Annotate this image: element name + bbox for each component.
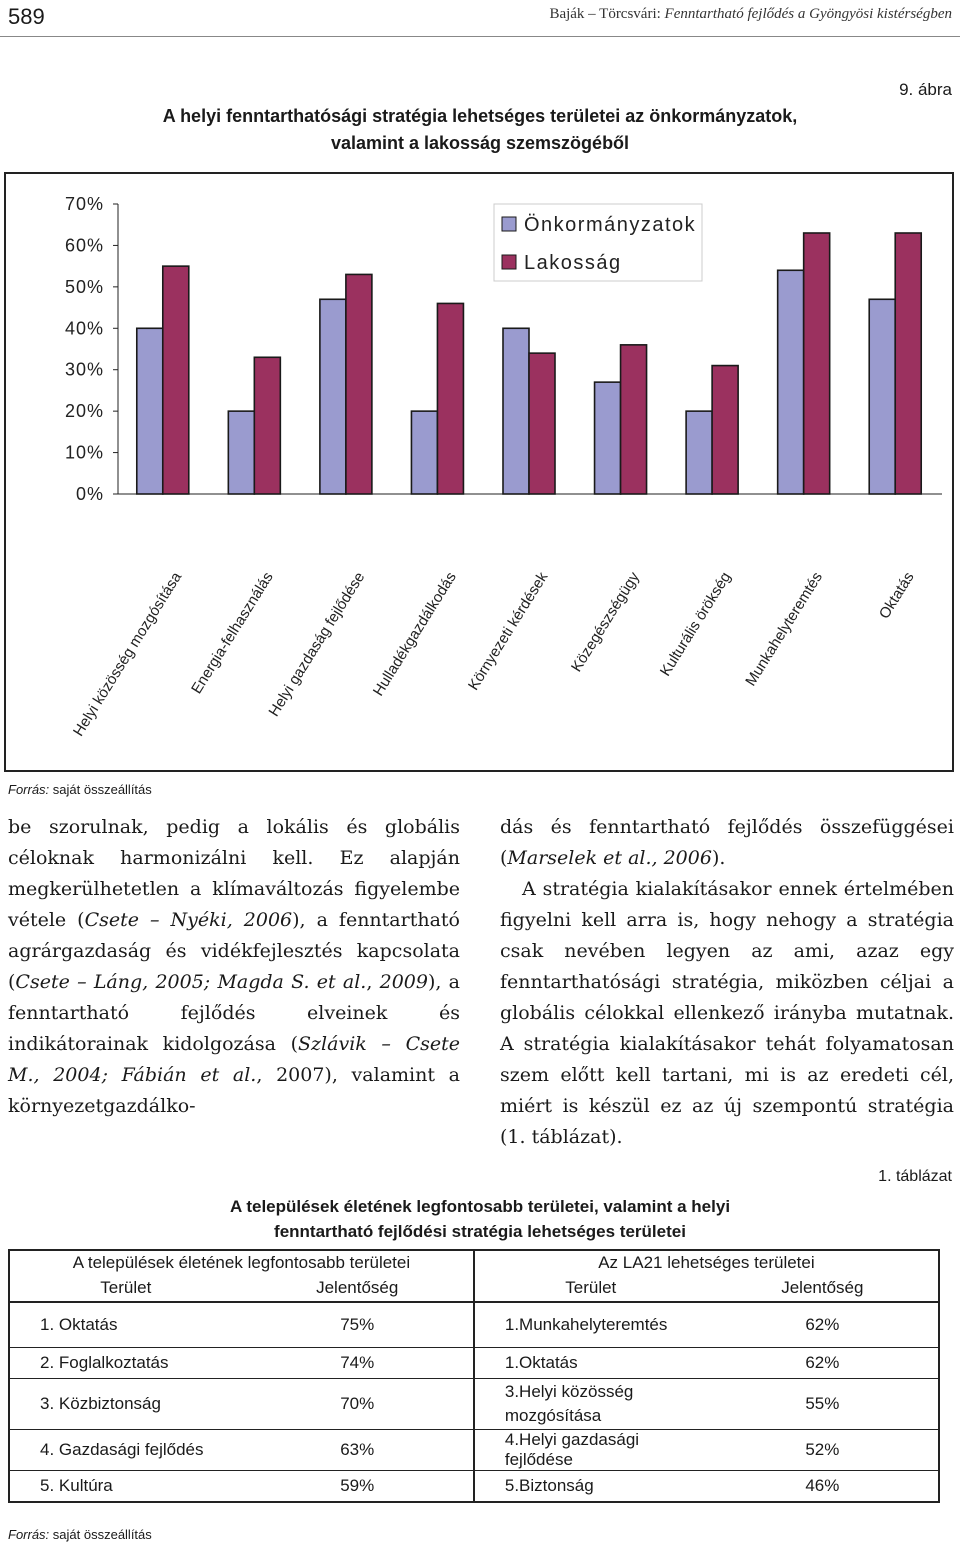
col-header-area-right: Terület bbox=[474, 1275, 707, 1302]
col-header-importance-right: Jelentőség bbox=[707, 1275, 939, 1302]
cell-importance-left: 74% bbox=[242, 1348, 474, 1379]
header-rule bbox=[0, 36, 960, 37]
bar-onkormanyzatok bbox=[411, 411, 437, 494]
body-left-paragraph bbox=[8, 812, 460, 1122]
cell-area-right: 4.Helyi gazdasági fejlődése bbox=[474, 1430, 707, 1471]
body-left-segment: ), a fenntartható agrárgazdaság és vidékfejlesztés kapcsolata ( bbox=[8, 909, 460, 993]
bar-onkormanyzatok bbox=[686, 411, 712, 494]
bar-onkormanyzatok bbox=[503, 328, 529, 494]
cell-area-right: 1.Oktatás bbox=[474, 1348, 707, 1379]
bar-onkormanyzatok bbox=[869, 299, 895, 494]
bar-onkormanyzatok bbox=[320, 299, 346, 494]
x-category-label: Munkahelyteremtés bbox=[742, 569, 827, 690]
body-right-paragraph-1 bbox=[500, 812, 954, 874]
body-left-segment: be szorulnak, pedig a lokális és globális céloknak harmonizálni kell. Ez alapján megkerülhetetlen a klímaváltozás figyelembe vétele ( bbox=[8, 816, 460, 931]
body-right-segment: Marselek et al., 2006 bbox=[507, 847, 712, 869]
page-number: 589 bbox=[8, 4, 45, 29]
figure-source-text: saját összeállítás bbox=[49, 782, 152, 797]
cell-area-left: 5. Kultúra bbox=[9, 1471, 242, 1503]
cell-importance-left: 63% bbox=[242, 1430, 474, 1471]
bar-lakossag bbox=[437, 303, 463, 494]
body-left-segment: 2009 bbox=[379, 971, 428, 993]
group-header-right: Az LA21 lehetséges területei bbox=[474, 1250, 939, 1275]
x-category-label: Kulturális örökség bbox=[656, 569, 735, 680]
bar-lakossag bbox=[346, 274, 372, 494]
y-tick-label: 20% bbox=[64, 401, 104, 422]
table-column-header bbox=[9, 1275, 939, 1302]
body-left-segment: , 2007), valamint a környezetgazdálko- bbox=[8, 1064, 460, 1117]
body-left-segment: Csete – Láng, 2005; Magda S. et al. bbox=[15, 971, 367, 993]
cell-importance-left: 75% bbox=[242, 1302, 474, 1348]
x-category-label: Közegészségügy bbox=[567, 569, 643, 676]
table-row bbox=[9, 1302, 939, 1348]
cell-importance-right: 52% bbox=[707, 1430, 939, 1471]
chart-frame bbox=[4, 172, 954, 772]
table-title-line2: fenntartható fejlődési stratégia lehetséges területei bbox=[274, 1222, 686, 1241]
body-right-segment: ). bbox=[711, 847, 726, 869]
y-tick-label: 50% bbox=[64, 276, 104, 297]
table-title bbox=[120, 1194, 840, 1244]
comparison-table bbox=[8, 1249, 940, 1503]
bar-lakossag bbox=[529, 353, 555, 494]
group-header-left: A települések életének legfontosabb területei bbox=[9, 1250, 474, 1275]
table-label: 1. táblázat bbox=[878, 1168, 952, 1185]
body-left-segment: ), a fenntartható fejlődés elveinek és indikátorainak kidolgozása ( bbox=[8, 971, 460, 1055]
figure-label: 9. ábra bbox=[899, 80, 952, 99]
running-authors: Baják – Törcsvári: bbox=[549, 6, 665, 22]
legend-swatch bbox=[502, 217, 516, 231]
bar-onkormanyzatok bbox=[778, 270, 804, 494]
body-left-segment: Csete – Nyéki, 2006 bbox=[84, 909, 293, 931]
cell-area-left: 4. Gazdasági fejlődés bbox=[9, 1430, 242, 1471]
body-left-segment: Szlávik – Csete M., 2004; Fábián et al. bbox=[8, 1033, 460, 1086]
x-category-label: Környezeti kérdések bbox=[464, 569, 552, 694]
cell-area-left: 1. Oktatás bbox=[9, 1302, 242, 1348]
x-category-label: Helyi gazdaság fejlődése bbox=[265, 569, 369, 720]
cell-importance-left: 59% bbox=[242, 1471, 474, 1503]
table-source-prefix: Forrás: bbox=[8, 1527, 50, 1542]
table-row bbox=[9, 1430, 939, 1471]
y-tick-label: 40% bbox=[64, 318, 104, 339]
figure-source bbox=[8, 782, 152, 797]
x-category-label: Oktatás bbox=[875, 569, 918, 622]
body-right-segment: dás és fenntartható fejlődés összefüggései ( bbox=[500, 816, 954, 869]
y-tick-label: 30% bbox=[64, 359, 104, 380]
table-row bbox=[9, 1379, 939, 1430]
bar-onkormanyzatok bbox=[228, 411, 254, 494]
body-right-column bbox=[500, 812, 954, 1153]
figure-source-prefix: Forrás: bbox=[8, 782, 50, 797]
cell-importance-right: 55% bbox=[707, 1379, 939, 1430]
col-header-importance-left: Jelentőség bbox=[242, 1275, 474, 1302]
body-left-column bbox=[8, 812, 460, 1122]
y-tick-label: 70% bbox=[64, 194, 104, 214]
body-right-paragraph-2: A stratégia kialakításakor ennek értelmében figyelni kell arra is, hogy nehogy a stratégia csak nevében legyen az ami, azaz egy fenntarthatósági stratégia, miközben céljai a globális célokkal ellenkező irányba mutatnak. A stratégia kialakításakor tehát folyamatosan szem előtt kell tartani, mi is az eredeti cél, miért is készül ez az új szempontú stratégia (1. táblázat). bbox=[500, 878, 954, 1148]
figure-title bbox=[50, 103, 910, 157]
cell-area-left: 3. Közbiztonság bbox=[9, 1379, 242, 1430]
table-source bbox=[8, 1527, 152, 1542]
x-category-label: Helyi közösség mozgósítása bbox=[70, 569, 186, 740]
cell-area-right: 1.Munkahelyteremtés bbox=[504, 1315, 668, 1334]
table-source-text: saját összeállítás bbox=[49, 1527, 152, 1542]
table-group-header bbox=[9, 1250, 939, 1275]
running-header bbox=[549, 6, 952, 23]
bar-chart bbox=[6, 174, 952, 770]
y-tick-label: 60% bbox=[64, 235, 104, 256]
y-tick-label: 0% bbox=[75, 484, 104, 504]
bar-lakossag bbox=[621, 345, 647, 494]
cell-importance-right: 46% bbox=[707, 1471, 939, 1503]
cell-area-right: 3.Helyi közösség mozgósítása bbox=[474, 1379, 707, 1430]
table-body bbox=[9, 1302, 939, 1502]
cell-importance-right: 62% bbox=[707, 1302, 939, 1348]
y-tick-label: 10% bbox=[64, 442, 104, 463]
cell-importance-left: 70% bbox=[242, 1379, 474, 1430]
running-title: Fenntartható fejlődés a Gyöngyösi kistérségben bbox=[664, 6, 952, 22]
bar-onkormanyzatok bbox=[595, 382, 621, 494]
table-title-line1: A települések életének legfontosabb területei, valamint a helyi bbox=[229, 1197, 731, 1216]
legend-swatch bbox=[502, 255, 516, 269]
bar-lakossag bbox=[895, 233, 921, 494]
figure-title-line2: valamint a lakosság szemszögéből bbox=[330, 133, 630, 153]
legend-label: Önkormányzatok bbox=[524, 214, 697, 236]
table-row bbox=[9, 1471, 939, 1503]
cell-area-left: 2. Foglalkoztatás bbox=[9, 1348, 242, 1379]
figure-title-line1: A helyi fenntarthatósági stratégia lehetséges területei az önkormányzatok, bbox=[162, 106, 798, 126]
x-category-label: Hulladékgazdálkodás bbox=[369, 569, 460, 700]
cell-importance-right: 62% bbox=[707, 1348, 939, 1379]
bar-onkormanyzatok bbox=[137, 328, 163, 494]
col-header-area-left: Terület bbox=[9, 1275, 242, 1302]
body-left-segment: , bbox=[366, 971, 380, 993]
bar-lakossag bbox=[804, 233, 830, 494]
legend-label: Lakosság bbox=[524, 252, 622, 274]
bar-lakossag bbox=[163, 266, 189, 494]
x-category-label: Energia-felhasználás bbox=[188, 569, 277, 697]
table-row bbox=[9, 1348, 939, 1379]
cell-area-right: 5.Biztonság bbox=[474, 1471, 707, 1503]
bar-lakossag bbox=[712, 366, 738, 494]
bar-lakossag bbox=[254, 357, 280, 494]
